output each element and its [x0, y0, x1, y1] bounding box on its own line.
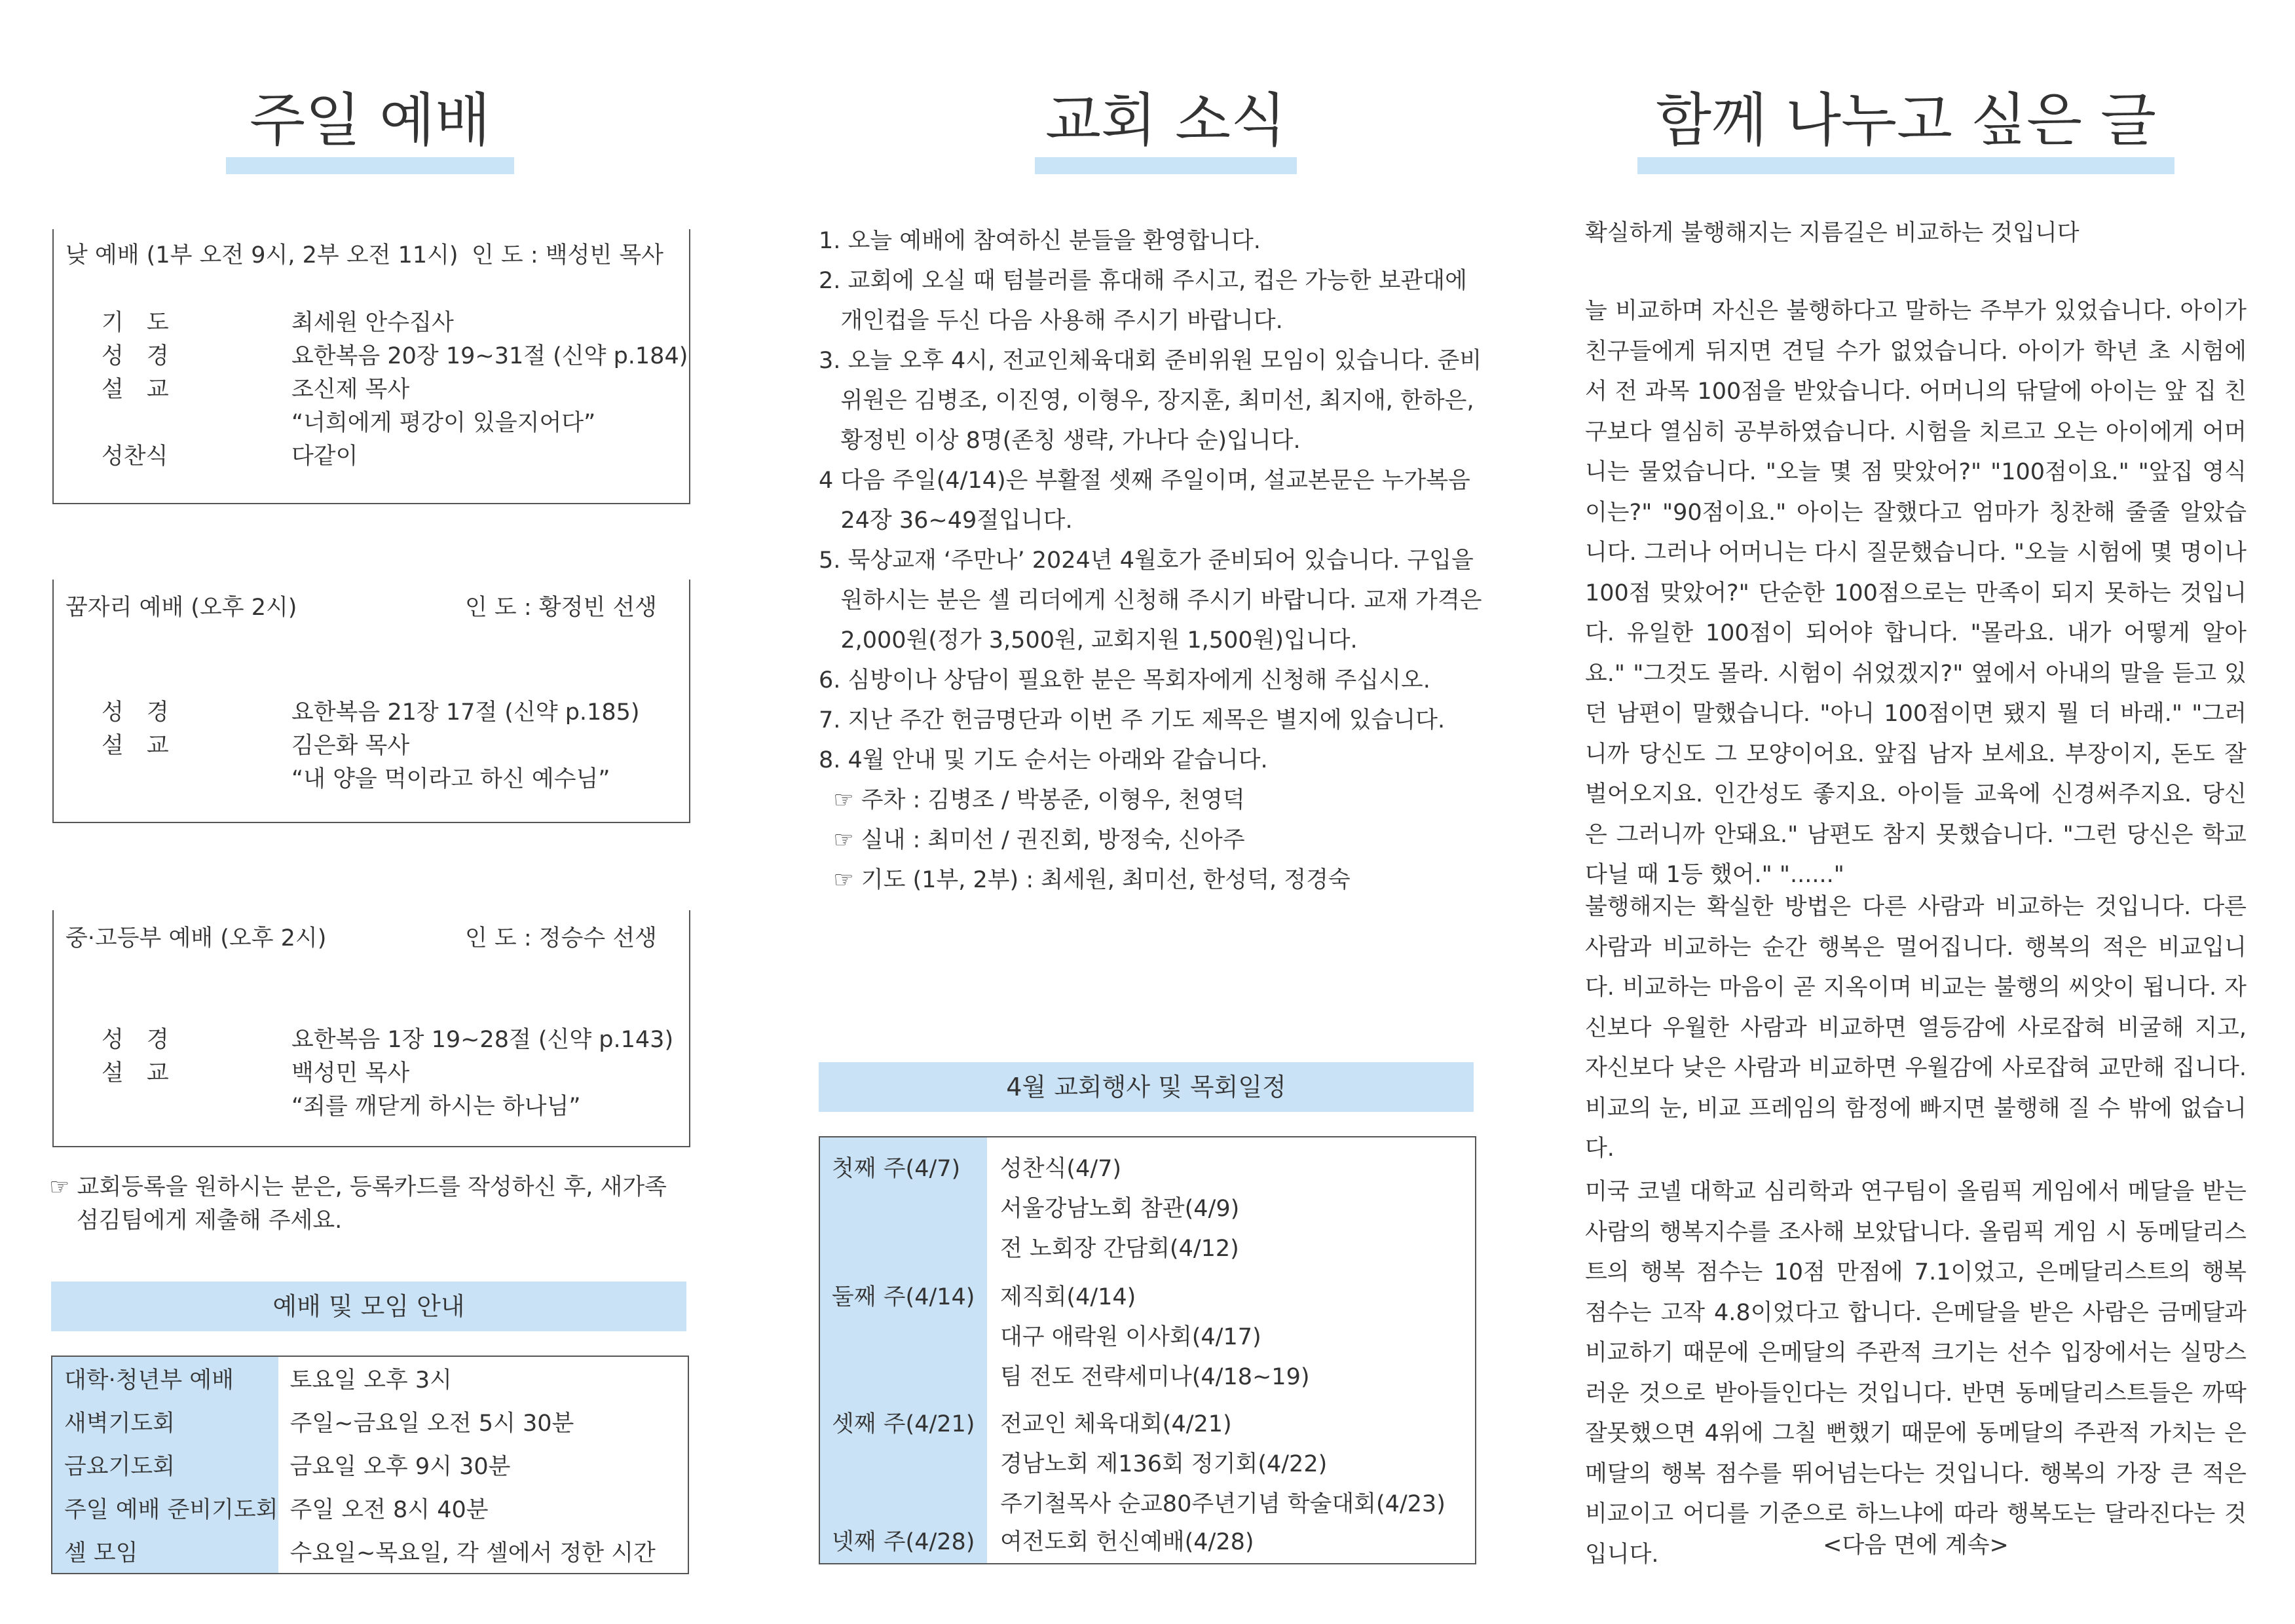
row-key: 기 도	[102, 310, 177, 336]
event-item: 여전도회 헌신예배(4/28)	[1000, 1529, 1254, 1555]
news-line: 황정빈 이상 8명(존칭 생략, 가나다 순)입니다.	[819, 428, 1301, 454]
week-cell	[820, 1267, 987, 1395]
event-item: 제직회(4/14)	[1000, 1284, 1136, 1310]
event-item: 팀 전도 전략세미나(4/18~19)	[1000, 1364, 1310, 1390]
kids-service-label: 꿈자리 예배 (오후 2시)	[65, 595, 297, 621]
news-line: 8. 4월 안내 및 기도 순서는 아래와 같습니다.	[819, 747, 1268, 773]
news-line: ☞ 기도 (1부, 2부) : 최세원, 최미선, 한성덕, 정경숙	[819, 867, 1351, 893]
table-row	[52, 1486, 688, 1530]
registration-note-line2: 섬김팀에게 제출해 주세요.	[77, 1208, 343, 1234]
meeting-time: 금요일 오후 9시 30분	[289, 1454, 511, 1480]
registration-note-line1: ☞ 교회등록을 원하시는 분은, 등록카드를 작성하신 후, 새가족	[49, 1174, 667, 1200]
kids-service-leader: 인 도 : 황정빈 선생	[465, 595, 657, 621]
week-cell	[820, 1137, 987, 1267]
row-key: 설 교	[102, 377, 177, 403]
week-label: 넷째 주(4/28)	[832, 1529, 975, 1555]
news-list	[819, 221, 1487, 900]
essay-paragraph-1	[1585, 291, 2247, 896]
news-line: 3. 오늘 오후 4시, 전교인체육대회 준비위원 모임이 있습니다. 준비	[819, 348, 1482, 374]
news-line: 개인컵을 두신 다음 사용해 주시기 바랍니다.	[819, 308, 1283, 334]
news-line: ☞ 실내 : 최미선 / 권진회, 방정숙, 신아주	[819, 827, 1245, 853]
week-label: 둘째 주(4/14)	[832, 1284, 975, 1310]
event-item: 전교인 체육대회(4/21)	[1000, 1411, 1232, 1437]
row-value: “너희에게 평강이 있을지어다”	[291, 410, 596, 436]
continued-note: <다음 면에 계속>	[1823, 1532, 2009, 1559]
event-item: 서울강남노회 참관(4/9)	[1000, 1196, 1240, 1222]
meeting-name: 셀 모임	[52, 1530, 278, 1574]
meeting-name: 금요기도회	[52, 1443, 278, 1486]
news-line: 6. 심방이나 상담이 필요한 분은 목회자에게 신청해 주십시오.	[819, 667, 1430, 693]
essay-p2: 불행해지는 확실한 방법은 다른 사람과 비교하는 것입니다. 다른 사람과 비교하는 순간 행복은 멀어집니다. 행복의 적은 비교입니다. 비교하는 마음이 곧 지옥이며 비교는 불행의 씨앗이 됩니다. 자신보다 우월한 사람과 비교하면 열등감에 사로잡혀 비굴해 지고, 자신보다 낮은 사람과 비교하면 우월감에 사로잡혀 교만해 집니다. 비교의 눈, 비교 프레임의 함정에 빠지면 불행해 질 수 밖에 없습니다.	[1585, 894, 2247, 1162]
news-line: 2,000원(정가 3,500원, 교회지원 1,500원)입니다.	[819, 627, 1358, 654]
row-value: 최세원 안수집사	[291, 310, 454, 336]
news-title: 교회 소식	[1045, 86, 1286, 154]
week-cell	[820, 1512, 987, 1563]
row-key: 성찬식	[102, 443, 168, 470]
meeting-time: 주일~금요일 오전 5시 30분	[289, 1411, 574, 1437]
news-line: ☞ 주차 : 김병조 / 박봉준, 이형우, 천영덕	[819, 787, 1245, 813]
news-line: 5. 묵상교재 ‘주만나’ 2024년 4월호가 준비되어 있습니다. 구입을	[819, 547, 1474, 574]
heading-underline	[226, 157, 514, 174]
heading-underline	[1637, 157, 2174, 174]
row-value: 백성민 목사	[291, 1060, 410, 1086]
meetings-title: 예배 및 모임 안내	[51, 1282, 686, 1331]
week-label: 첫째 주(4/7)	[832, 1156, 961, 1182]
news-line: 2. 교회에 오실 때 텀블러를 휴대해 주시고, 컵은 가능한 보관대에	[819, 268, 1467, 294]
row-value: 김은화 목사	[291, 733, 410, 759]
table-row	[52, 1400, 688, 1443]
row-key: 성 경	[102, 1027, 177, 1053]
worship-heading	[226, 86, 514, 154]
row-key: 설 교	[102, 1060, 177, 1086]
news-heading	[1035, 86, 1297, 154]
event-item: 경남노회 제136회 정기회(4/22)	[1000, 1451, 1328, 1477]
day-service-label: 낮 예배 (1부 오전 9시, 2부 오전 11시)	[65, 242, 458, 268]
events-title: 4월 교회행사 및 목회일정	[819, 1062, 1474, 1112]
essay-subtitle: 확실하게 불행해지는 지름길은 비교하는 것입니다	[1585, 220, 2080, 246]
meeting-time: 토요일 오후 3시	[289, 1367, 452, 1393]
row-value: 요한복음 20장 19~31절 (신약 p.184)	[291, 343, 688, 369]
events-table	[819, 1136, 1476, 1564]
row-key: 설 교	[102, 733, 177, 759]
essay-paragraph-3	[1585, 1172, 2247, 1575]
news-line: 4 다음 주일(4/14)은 부활절 셋째 주일이며, 설교본문은 누가복음	[819, 468, 1470, 494]
meeting-time: 주일 오전 8시 40분	[289, 1497, 489, 1523]
essay-title: 함께 나누고 싶은 글	[1656, 86, 2156, 154]
youth-service-leader: 인 도 : 정승수 선생	[465, 925, 657, 951]
row-value: 요한복음 21장 17절 (신약 p.185)	[291, 699, 640, 726]
meeting-time: 수요일~목요일, 각 셀에서 정한 시간	[289, 1540, 656, 1566]
news-line: 7. 지난 주간 헌금명단과 이번 주 기도 제목은 별지에 있습니다.	[819, 707, 1446, 733]
news-line: 24장 36~49절입니다.	[819, 507, 1073, 534]
news-line: 원하시는 분은 셀 리더에게 신청해 주시기 바랍니다. 교재 가격은	[819, 587, 1482, 614]
week-label: 셋째 주(4/21)	[832, 1411, 975, 1437]
day-service-leader: 인 도 : 백성빈 목사	[472, 242, 663, 268]
week-cell	[820, 1395, 987, 1512]
event-item: 전 노회장 간담회(4/12)	[1000, 1236, 1239, 1262]
table-row	[52, 1530, 688, 1574]
event-item: 성찬식(4/7)	[1000, 1156, 1122, 1182]
essay-p3: 미국 코넬 대학교 심리학과 연구팀이 올림픽 게임에서 메달을 받는 사람의 행복지수를 조사해 보았답니다. 올림픽 게임 시 동메달리스트의 행복 점수는 10점 만점에 7.1이었고, 은메달리스트의 행복 점수는 고작 4.8이었다고 합니다. 은메달을 받은 사람은 금메달과 비교하기 때문에 은메달의 주관적 크기는 선수 입장에서는 실망스러운 것으로 받아들인다는 것입니다. 반면 동메달리스트들은 까딱 잘못했으면 4위에 그칠 뻔했기 때문에 동메달의 주관적 가치는 은메달의 행복 점수를 뛰어넘는다는 것입니다. 행복의 가장 큰 적은 비교이고 어디를 기준으로 하느냐에 따라 행복도는 달라진다는 것입니다.	[1585, 1179, 2247, 1568]
row-value: “죄를 깨닫게 하시는 하나님”	[291, 1094, 581, 1120]
essay-p1: 늘 비교하며 자신은 불행하다고 말하는 주부가 있었습니다. 아이가 친구들에게 뒤지면 견딜 수가 없었습니다. 아이가 학년 초 시험에서 전 과목 100점을 받았습니다. 어머니의 닦달에 아이는 앞 집 친구보다 열심히 공부하였습니다. 시험을 치르고 오는 아이에게 어머니는 물었습니다. "오늘 몇 점 맞았어?" "100점이요." "앞집 영식이는?" "90점이요." 아이는 잘했다고 엄마가 칭찬해 줄줄 알았습니다. 그러나 어머니는 다시 질문했습니다. "오늘 시험에 몇 명이나 100점 맞았어?" 단순한 100점으로는 만족이 되지 못하는 것입니다. 유일한 100점이 되어야 합니다. "몰라요. 내가 어떻게 알아요." "그것도 몰라. 시험이 쉬었겠지?" 옆에서 아내의 말을 듣고 있던 남편이 말했습니다. "아니 100점이면 됐지 뭘 더 바래." "그러니까 당신도 그 모양이어요. 앞집 남자 보세요. 부장이지, 돈도 잘 벌어오지요. 인간성도 좋지요. 아이들 교육에 신경써주지요. 당신은 그러니까 안돼요." 남편도 참지 못했습니다. "그런 당신은 학교 다닐 때 1등 했어." "......"	[1585, 298, 2247, 888]
row-key: 성 경	[102, 343, 177, 369]
news-line: 1. 오늘 예배에 참여하신 분들을 환영합니다.	[819, 228, 1261, 254]
row-value: 요한복음 1장 19~28절 (신약 p.143)	[291, 1027, 674, 1053]
meetings-table	[51, 1356, 689, 1574]
table-row	[52, 1443, 688, 1486]
news-line: 위원은 김병조, 이진영, 이형우, 장지훈, 최미선, 최지애, 한하은,	[819, 388, 1474, 414]
essay-heading	[1637, 86, 2174, 154]
row-value: “내 양을 먹이라고 하신 예수님”	[291, 766, 610, 792]
event-item: 주기철목사 순교80주년기념 학술대회(4/23)	[1000, 1491, 1446, 1517]
youth-service-label: 중·고등부 예배 (오후 2시)	[65, 925, 327, 951]
heading-underline	[1035, 157, 1297, 174]
essay-paragraph-2	[1585, 887, 2247, 1170]
meeting-name: 주일 예배 준비기도회	[52, 1486, 278, 1530]
row-value: 다같이	[291, 443, 358, 470]
event-item: 대구 애락원 이사회(4/17)	[1000, 1324, 1261, 1350]
meeting-name: 새벽기도회	[52, 1400, 278, 1443]
row-key: 성 경	[102, 699, 177, 726]
worship-title: 주일 예배	[249, 86, 491, 154]
row-value: 조신제 목사	[291, 377, 410, 403]
meeting-name: 대학·청년부 예배	[52, 1356, 278, 1400]
table-row	[52, 1356, 688, 1400]
